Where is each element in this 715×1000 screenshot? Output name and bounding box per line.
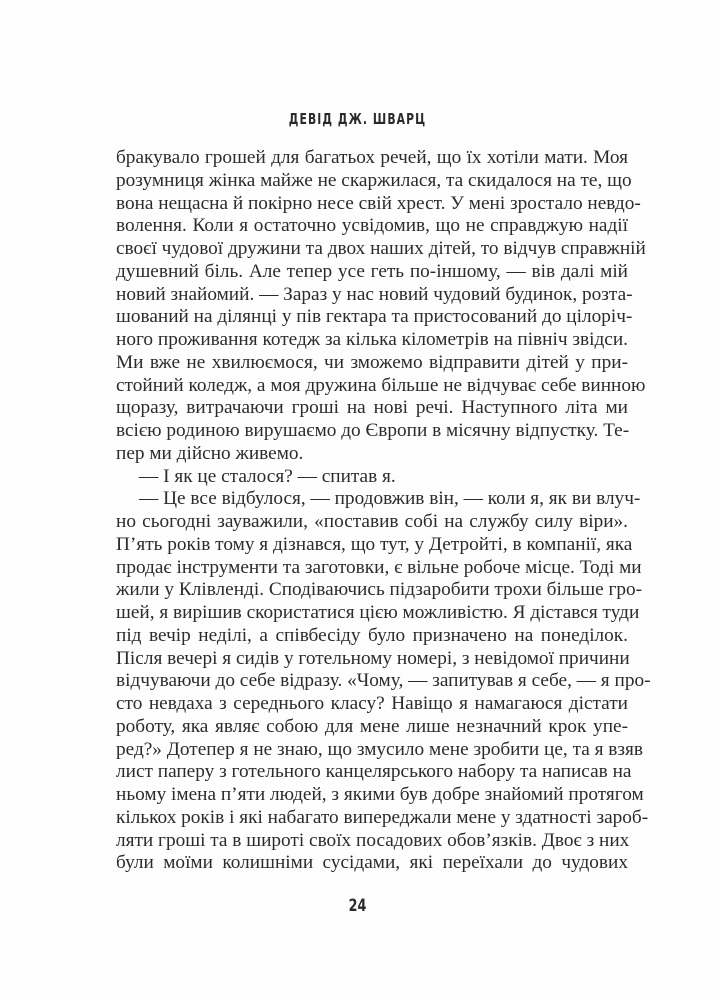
- text-line: душевний біль. Але тепер усе геть по-іншому, — вів далі мій: [116, 260, 628, 282]
- running-head: ДЕВІД ДЖ. ШВАРЦ: [288, 110, 427, 128]
- page-body: [116, 147, 651, 875]
- text-line: — Це все відбулося, — продовжив він, — коли я, як ви влуч-: [139, 488, 641, 510]
- text-line: були моїми колишніми сусідами, які переїхали до чудових: [116, 852, 628, 874]
- text-line: ред?» Дотепер я не знаю, що змусило мене зробити це, та я взяв: [116, 738, 643, 760]
- text-line: — І як це сталося? — спитав я.: [139, 465, 396, 487]
- text-line: волення. Коли я остаточно усвідомив, що не справджую надії: [116, 215, 628, 237]
- text-line: бракувало грошей для багатьох речей, що їх хотіли мати. Моя: [116, 147, 628, 168]
- text-line: своєї чудової дружини та двох наших дітей, то відчув справжній: [116, 238, 646, 259]
- text-line: шований на ділянці у пів гектара та пристосований до цілоріч-: [116, 306, 633, 328]
- text-line: стойний коледж, а моя дружина більше не відчуває себе винною: [116, 374, 646, 396]
- text-line: ляти гроші та в широті своїх посадових обов’язків. Двоє з них: [116, 829, 630, 851]
- text-line: вона нещасна й покірно несе свій хрест. У мені зростало невдо-: [116, 192, 641, 214]
- text-line: продає інструменти та заготовки, є вільне робоче місце. Тоді ми: [116, 556, 642, 578]
- text-line: всією родиною вирушаємо до Європи в місячну відпустку. Те-: [116, 420, 630, 441]
- page-number: 24: [348, 896, 367, 916]
- text-line: ного проживання котедж за кілька кілометрів на північ звідси.: [116, 329, 628, 350]
- text-line: новий знайомий. — Зараз у нас новий чудовий будинок, розта-: [116, 283, 633, 305]
- text-line: Після вечері я сидів у готельному номері, з невідомої причини: [116, 647, 630, 669]
- text-line: ньому імена п’яти людей, з якими був добре знайомий протягом: [116, 784, 644, 805]
- text-line: відчуваючи до себе відразу. «Чому, — запитував я себе, — я про-: [116, 670, 651, 692]
- text-line: розумниця жінка майже не скаржилася, та скидалося на те, що: [116, 169, 632, 191]
- text-line: сто невдаха з середнього класу? Навіщо я намагаюся дістати: [116, 693, 628, 714]
- text-line: жили у Клівленді. Сподіваючись підзаробити трохи більше гро-: [116, 579, 643, 601]
- text-line: лист паперу з готельного канцелярського набору та написав на: [116, 761, 632, 783]
- text-line: Ми вже не хвилюємося, чи зможемо відправити дітей у при-: [116, 351, 628, 373]
- text-line: пер ми дійсно живемо.: [116, 442, 304, 464]
- text-line: під вечір неділі, а співбесіду було призначено на понеділок.: [116, 624, 628, 646]
- text-line: щоразу, витрачаючи гроші на нові речі. Наступного літа ми: [116, 397, 628, 419]
- text-line: роботу, яка являє собою для мене лише незначний крок упе-: [116, 715, 628, 737]
- text-line: но сьогодні зауважили, «поставив собі на службу силу віри».: [116, 511, 628, 532]
- text-line: шей, я вирішив скористатися цією можливістю. Я дістався туди: [116, 602, 640, 623]
- text-line: кількох років і які набагато випереджали мене у здатності зароб-: [116, 806, 649, 828]
- text-line: П’ять років тому я дізнався, що тут, у Детройті, в компанії, яка: [116, 533, 633, 555]
